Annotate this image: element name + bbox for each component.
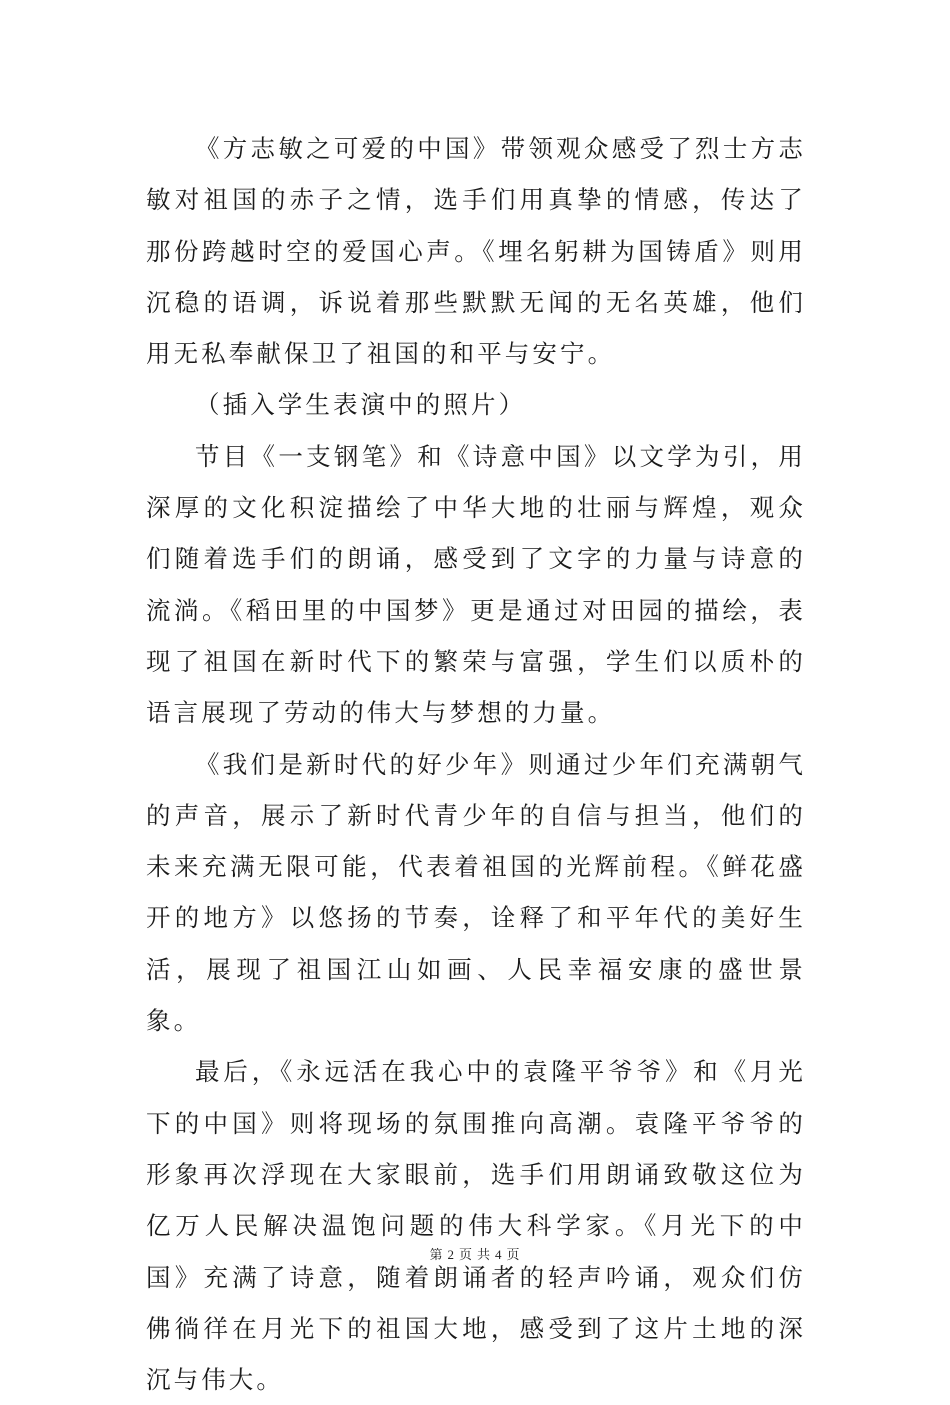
footer-prefix: 第 [429, 1248, 444, 1263]
footer-page-label: 页 [458, 1248, 473, 1263]
page-footer [0, 1244, 950, 1263]
footer-total-label: 页 [506, 1248, 521, 1263]
paragraph: 《方志敏之可爱的中国》带领观众感受了烈士方志敏对祖国的赤子之情，选手们用真挚的情感，传达了那份跨越时空的爱国心声。《埋名躬耕为国铸盾》则用沉稳的语调，诉说着那些默默无闻的无名英雄，他们用无私奉献保卫了祖国的和平与安宁。 [146, 134, 806, 369]
footer-total-prefix: 共 [477, 1248, 492, 1263]
total-page-count: 4 [495, 1247, 503, 1262]
document-body [146, 123, 806, 1405]
paragraph: 节目《一支钢笔》和《诗意中国》以文学为引，用深厚的文化积淀描绘了中华大地的壮丽与辉煌，观众们随着选手们的朗诵，感受到了文字的力量与诗意的流淌。《稻田里的中国梦》更是通过对田园的描绘，表现了祖国在新时代下的繁荣与富强，学生们以质朴的语言展现了劳动的伟大与梦想的力量。 [146, 441, 806, 728]
current-page-number: 2 [447, 1247, 455, 1262]
paragraph: 《我们是新时代的好少年》则通过少年们充满朝气的声音，展示了新时代青少年的自信与担当，他们的未来充满无限可能，代表着祖国的光辉前程。《鲜花盛开的地方》以悠扬的节奏，诠释了和平年代的美好生活，展现了祖国江山如画、人民幸福安康的盛世景象。 [146, 749, 806, 1036]
paragraph: 最后，《永远活在我心中的袁隆平爷爷》和《月光下的中国》则将现场的氛围推向高潮。袁隆平爷爷的形象再次浮现在大家眼前，选手们用朗诵致敬这位为亿万人民解决温饱问题的伟大科学家。《月光下的中国》充满了诗意，随着朗诵者的轻声吟诵，观众们仿佛徜徉在月光下的祖国大地，感受到了这片土地的深沉与伟大。 [146, 1057, 806, 1395]
paragraph: （插入学生表演中的照片） [195, 390, 527, 420]
